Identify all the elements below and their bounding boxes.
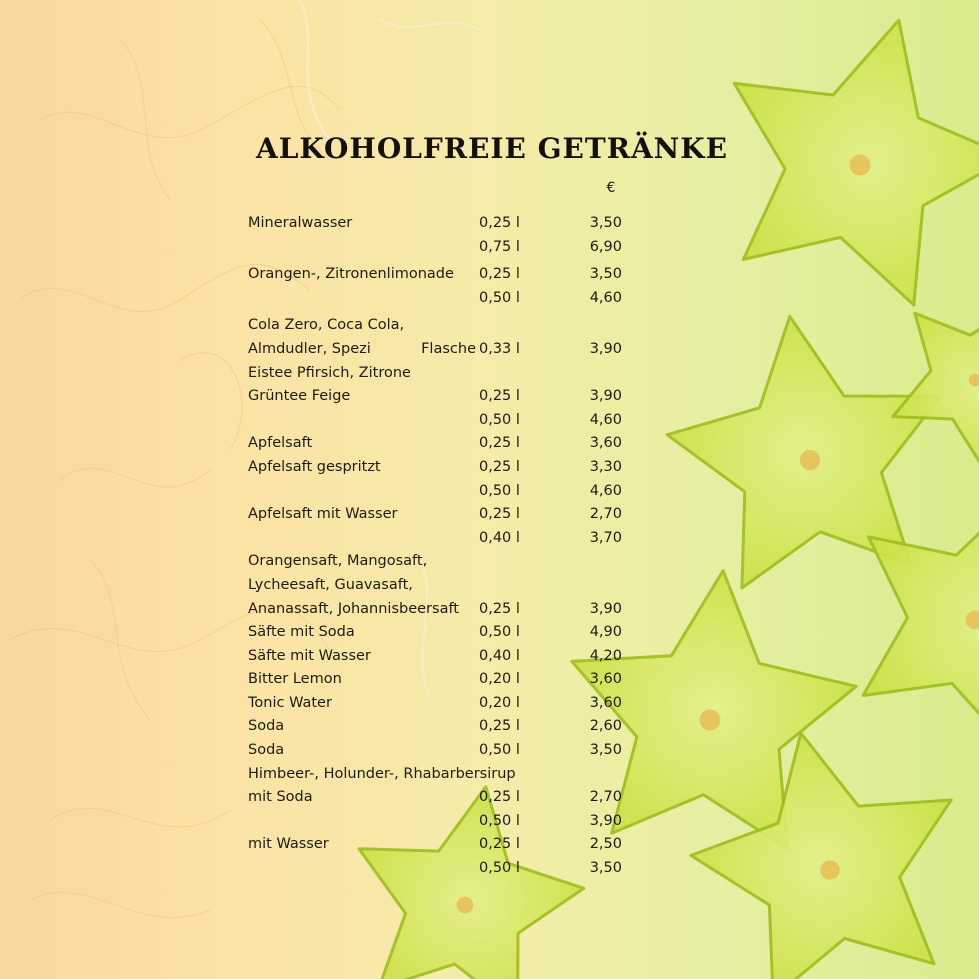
item-volume: 0,25 l	[479, 435, 520, 452]
item-price: 4,60	[589, 289, 622, 306]
item-price: 4,60	[589, 482, 622, 499]
item-price: 3,60	[589, 435, 622, 452]
item-volume: 0,25 l	[479, 600, 520, 617]
item-name: Himbeer-, Holunder-, Rhabarbersirup	[248, 765, 516, 782]
menu-row	[248, 692, 628, 716]
menu-row	[248, 236, 628, 260]
menu-row	[248, 621, 628, 645]
item-volume: 0,25 l	[479, 458, 520, 475]
menu-row	[248, 385, 628, 409]
menu-row	[248, 550, 628, 574]
item-name: Säfte mit Wasser	[248, 647, 371, 664]
menu-row	[248, 362, 628, 386]
menu-row	[248, 574, 628, 598]
menu-row	[248, 263, 628, 287]
item-price: 3,90	[589, 812, 622, 829]
item-name: Apfelsaft mit Wasser	[248, 506, 398, 523]
menu-row	[248, 287, 628, 311]
star-fruit-core	[800, 450, 820, 470]
item-name: mit Wasser	[248, 836, 329, 853]
item-volume: 0,75 l	[479, 238, 520, 255]
item-name: Soda	[248, 718, 285, 735]
star-fruit-slice	[893, 302, 979, 469]
item-volume: 0,50 l	[479, 289, 520, 306]
item-price: 3,90	[589, 600, 622, 617]
item-name: Orangen-, Zitronenlimonade	[248, 266, 454, 283]
item-name: Ananassaft, Johannisbeersaft	[248, 600, 459, 617]
item-price: 3,60	[589, 694, 622, 711]
item-name: Tonic Water	[248, 694, 332, 711]
item-name: Cola Zero, Coca Cola,	[248, 317, 405, 334]
item-price: 3,70	[589, 529, 622, 546]
item-volume: 0,50 l	[479, 742, 520, 759]
item-name: Apfelsaft gespritzt	[248, 458, 381, 475]
menu-row	[248, 432, 628, 456]
star-fruit-core	[457, 897, 474, 914]
item-volume: 0,50 l	[479, 411, 520, 428]
menu-row	[248, 786, 628, 810]
menu-row	[248, 739, 628, 763]
item-price: 2,50	[589, 836, 622, 853]
item-price: 3,90	[589, 388, 622, 405]
star-fruit-core	[820, 860, 840, 880]
item-price: 3,30	[589, 458, 622, 475]
item-name: Mineralwasser	[248, 215, 353, 231]
item-volume: 0,25 l	[479, 388, 520, 405]
menu-row	[248, 810, 628, 834]
menu-row	[248, 503, 628, 527]
item-name: Apfelsaft	[248, 435, 313, 452]
item-volume: 0,20 l	[479, 694, 520, 711]
item-price: 4,20	[589, 647, 622, 664]
menu-row	[248, 833, 628, 857]
item-name: Orangensaft, Mangosaft,	[248, 553, 428, 570]
item-volume: 0,40 l	[479, 647, 520, 664]
item-volume: 0,50 l	[479, 482, 520, 499]
menu-row	[248, 456, 628, 480]
item-price: 4,90	[589, 624, 622, 641]
item-volume: 0,25 l	[479, 718, 520, 735]
menu-row	[248, 715, 628, 739]
item-price: 2,70	[589, 506, 622, 523]
menu-row	[248, 314, 628, 338]
item-volume: 0,25 l	[479, 506, 520, 523]
item-volume: 0,25 l	[479, 215, 520, 231]
item-price: 3,90	[589, 340, 622, 357]
item-volume: 0,25 l	[479, 789, 520, 806]
item-price: 6,90	[589, 238, 622, 255]
item-volume: 0,40 l	[479, 529, 520, 546]
item-name: mit Soda	[248, 789, 313, 806]
menu-row	[248, 763, 628, 787]
item-name: Bitter Lemon	[248, 671, 342, 688]
item-name: Eistee Pfirsich, Zitrone	[248, 364, 411, 381]
menu-row	[248, 480, 628, 504]
item-volume: 0,50 l	[479, 860, 520, 877]
item-volume: 0,50 l	[479, 624, 520, 641]
item-name: Almdudler, Spezi	[248, 340, 371, 357]
menu-items	[248, 212, 628, 881]
menu-row	[248, 857, 628, 881]
star-fruit-core	[700, 710, 721, 731]
item-volume: 0,33 l	[479, 340, 520, 357]
item-name: Lycheesaft, Guavasaft,	[248, 576, 413, 593]
menu-title: ALKOHOLFREIE GETRÄNKE	[256, 132, 728, 165]
item-price: 2,60	[589, 718, 622, 735]
currency-symbol: €	[606, 180, 616, 196]
menu-row	[248, 598, 628, 622]
item-volume: 0,50 l	[479, 812, 520, 829]
menu-row	[248, 668, 628, 692]
item-volume: 0,20 l	[479, 671, 520, 688]
menu-row	[248, 338, 628, 362]
item-name: Säfte mit Soda	[248, 624, 355, 641]
item-price: 3,60	[589, 671, 622, 688]
menu-row	[248, 212, 628, 236]
item-price: 3,50	[589, 215, 622, 231]
item-volume: 0,25 l	[479, 266, 520, 283]
item-name: Grüntee Feige	[248, 388, 351, 405]
item-price: 4,60	[589, 411, 622, 428]
item-price: 2,70	[589, 789, 622, 806]
item-name: Soda	[248, 742, 285, 759]
item-volume: 0,25 l	[479, 836, 520, 853]
menu-row	[248, 527, 628, 551]
star-fruit-core	[850, 155, 871, 176]
item-price: 3,50	[589, 266, 622, 283]
menu-row	[248, 645, 628, 669]
item-price: 3,50	[589, 860, 622, 877]
item-price: 3,50	[589, 742, 622, 759]
item-container: Flasche	[421, 340, 476, 357]
menu-row	[248, 409, 628, 433]
